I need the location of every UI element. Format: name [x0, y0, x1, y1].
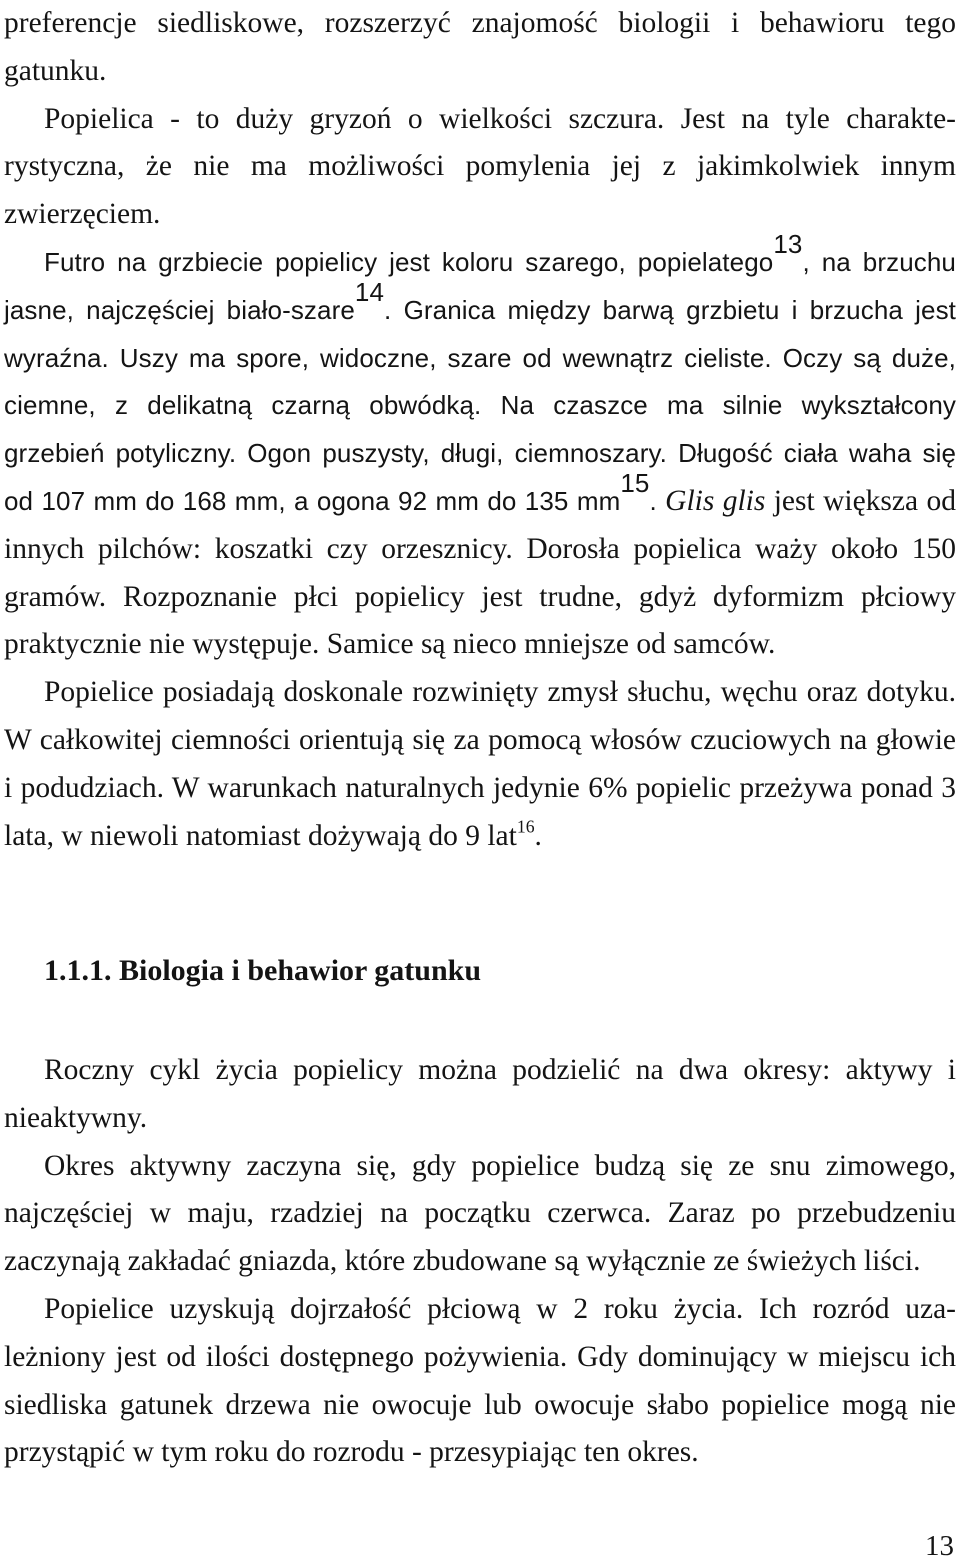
appearance-text-part-1: Futro na grzbiecie popielicy jest koloru szarego, popielatego — [44, 246, 774, 277]
appearance-text-part-4: . — [649, 485, 666, 516]
body-text-bottom — [4, 1047, 956, 1477]
paragraph-appearance — [4, 228, 956, 669]
paragraph-active-period: Okres aktywny zaczyna się, gdy popielice budzą się ze snu zimowego, najczęściej w maju, rzadziej na początku czerwca. Zaraz po przebudzeniu zaczynają zakładać gniazda, które zbudowane są wyłącznie ze świeżych liści. — [4, 1149, 956, 1278]
footnote-ref-14: 14 — [354, 276, 385, 307]
paragraph-life-cycle: Roczny cykl życia popielicy można podzielić na dwa okresy: aktywy i nieaktywny. — [4, 1054, 956, 1134]
footnote-ref-16: 16 — [516, 816, 535, 837]
page-number: 13 — [925, 1530, 954, 1562]
species-name: Glis glis — [665, 484, 766, 517]
footnote-ref-13: 13 — [773, 228, 803, 259]
body-text-top — [4, 0, 956, 860]
paragraph-reproduction: Popielice uzyskują dojrzałość płciową w 2 roku życia. Ich rozród uzależniony jest od ilości dostępnego pożywienia. Gdy dominujący w miejscu ich siedliska gatunek drzewa nie owocuje lub owocuje słabo popielice mogą nie przystąpić w tym roku do rozrodu - przesypiając ten okres. — [4, 1292, 956, 1469]
senses-text-end: . — [534, 819, 542, 852]
section-heading: 1.1.1. Biologia i behawior gatunku — [44, 954, 482, 987]
appearance-text-part-3: . Granica między barwą grzbietu i brzucha jest wyraźna. Uszy ma spore, widoczne, szare od wewnątrz cieliste. Oczy są duże, ciemne, z delikatną czarną obwódką. Na czaszce ma silnie wykształcony grzebień potyliczny. Ogon puszysty, długi, ciemnoszary. Długość ciała waha się od 107 mm do 168 mm, a ogona 92 mm do 135 mm — [4, 294, 956, 516]
paragraph-description: Popielica - to duży gryzoń o wielkości szczura. Jest na tyle charakterystyczna, że nie ma możliwości pomylenia jej z jakimkolwiek innym zwierzęciem. — [4, 102, 956, 231]
footnote-ref-15: 15 — [620, 467, 650, 498]
appearance-text-part-5: jest większa od innych pilchów: koszatki czy orzesznicy. Dorosła popielica waży około 150 gramów. Rozpoznanie płci popielicy jest trudne, gdyż dyformizm płciowy praktycznie nie występuje. Samice są nieco mniejsze od samców. — [4, 484, 956, 661]
paragraph-senses — [4, 669, 956, 860]
paragraph-continuation: preferencje siedliskowe, rozszerzyć znajomość biologii i behawioru tego gatunku. — [4, 7, 956, 87]
appearance-text-part-2: , na brzuchu jasne, najczęściej biało-szare — [4, 246, 956, 325]
senses-text: Popielice posiadają doskonale rozwinięty zmysł słuchu, węchu oraz dotyku. W całkowitej ciemności orientują się za pomocą włosów czuciowych na głowie i podudziach. W warunkach naturalnych jedynie 6% popielic przeżywa ponad 3 lata, w niewoli natomiast dożywają do 9 lat — [4, 676, 956, 852]
